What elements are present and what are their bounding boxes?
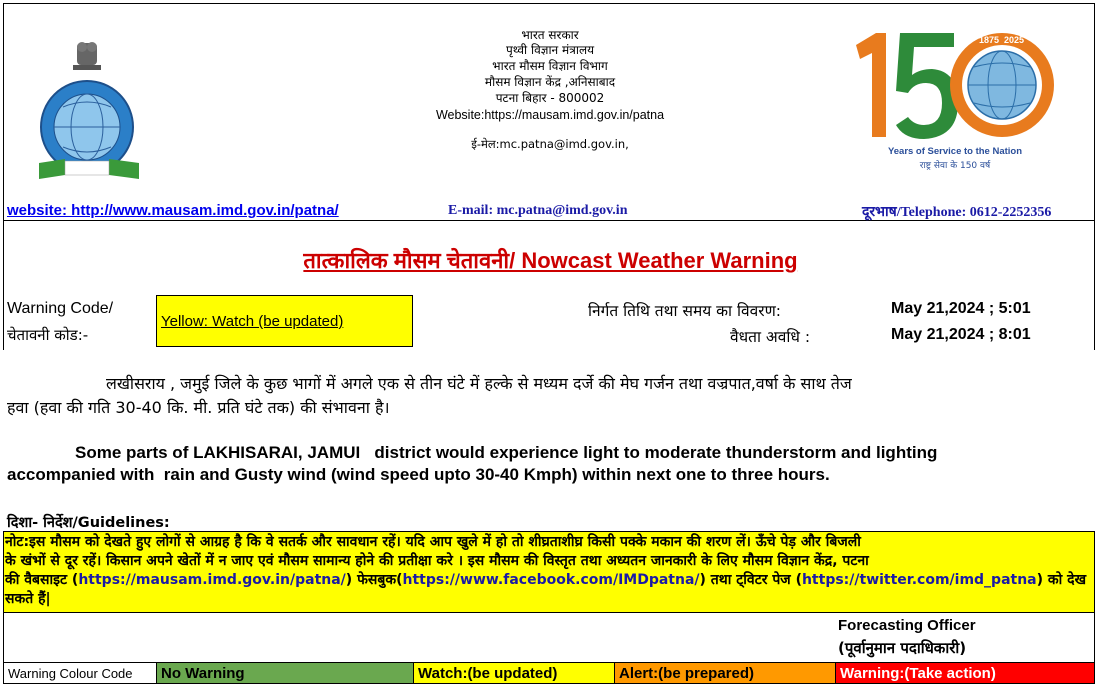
imd-emblem-icon — [35, 35, 155, 185]
guideline-line-3-post: ) को देख — [1036, 572, 1087, 588]
guideline-line-2: के खंभों से दूर रहें। किसान अपने खेतों में न जाए एवं मौसम सामान्य होने की प्रतीक्षा करे । इस मौसम की विस्तृत तथा अध्यतन जानकारी के लिए मौसम विज्ञान केंद्र, पटना — [5, 553, 869, 569]
twitter-url-link[interactable]: https://twitter.com/imd_patna — [801, 572, 1037, 588]
forecast-hindi-line-1: लखीसराय , जमुई जिले के कुछ भागों में अगले एक से तीन घंटे में हल्के से मध्यम दर्जे की मेघ गर्जन तथा वज्रपात,वर्षा के साथ तेज — [106, 374, 852, 393]
gov-website: Website:https://mausam.imd.gov.in/patna — [435, 108, 665, 122]
officer-title-en: Forecasting Officer — [838, 617, 976, 634]
legend-warning: Warning:(Take action) — [835, 662, 1095, 684]
guideline-line-3 — [5, 571, 1093, 590]
facebook-url-link[interactable]: https://www.facebook.com/IMDpatna/ — [402, 572, 700, 588]
legend-no-warning: No Warning — [156, 662, 414, 684]
phone-bar — [862, 202, 1051, 221]
legend-label: Warning Colour Code — [3, 662, 157, 684]
gov-line-5: पटना बिहार - 800002 — [495, 91, 605, 105]
forecast-hindi-line-2: हवा (हवा की गति 30-40 कि. मी. प्रति घंटे तक) की संभावना है। — [7, 398, 390, 417]
imd-150-logo — [850, 25, 1080, 175]
gov-line-3: भारत मौसम विज्ञान विभाग — [492, 59, 608, 73]
validity-value: May 21,2024 ; 8:01 — [891, 326, 1031, 343]
year-end: 2025 — [1004, 35, 1025, 45]
gov-line-4: मौसम विज्ञान केंद्र ,अनिसाबाद — [484, 75, 616, 89]
website-link[interactable]: website: http://www.mausam.imd.gov.in/patna/ — [7, 202, 339, 219]
issue-value: May 21,2024 ; 5:01 — [891, 300, 1031, 317]
forecast-english-line-1: Some parts of LAKHISARAI, JAMUI district would experience light to moderate thunderstorm and lighting — [75, 443, 938, 462]
website-url-link[interactable]: https://mausam.imd.gov.in/patna/ — [78, 572, 346, 588]
legend-alert: Alert:(be prepared) — [614, 662, 836, 684]
gov-email: ई-मेल:mc.patna@imd.gov.in, — [471, 137, 629, 151]
legend-watch: Watch:(be updated) — [413, 662, 615, 684]
email-bar: E-mail: mc.patna@imd.gov.in — [448, 203, 628, 218]
page-title: तात्कालिक मौसम चेतावनी/ Nowcast Weather Warning — [303, 248, 798, 273]
warning-code-label-en: Warning Code/ — [7, 300, 114, 317]
gov-line-1: भारत सरकार — [521, 28, 579, 42]
caption-en: Years of Service to the Nation — [887, 146, 1023, 157]
guidelines-heading: दिशा- निर्देश/Guidelines: — [7, 515, 170, 531]
guidelines-text — [5, 533, 1093, 609]
year-start: 1875 — [979, 35, 1000, 45]
phone-hi: दूरभाष — [862, 204, 897, 220]
guideline-line-4: सकते हैं| — [5, 591, 51, 607]
warning-code-value: Yellow: Watch (be updated) — [161, 313, 344, 330]
phone-en: /Telephone: 0612-2252356 — [896, 205, 1052, 220]
caption-hi: राष्ट्र सेवा के 150 वर्ष — [919, 161, 991, 171]
guideline-line-1: नोट:इस मौसम को देखते हुए लोगों से आग्रह है कि वे सतर्क और सावधान रहें। यदि आप खुले में हो तो शीघ्रताशीघ्र किसी पक्के मकान की शरण लें। ऊँचे पेड़ और बिजली — [5, 534, 861, 550]
issue-label: निर्गत तिथि तथा समय का विवरण: — [588, 302, 782, 320]
forecast-english-line-2: accompanied with rain and Gusty wind (wind speed upto 30-40 Kmph) within next one to three hours. — [7, 465, 830, 484]
guideline-line-3-pre: की वैबसाइट ( — [5, 572, 79, 588]
officer-title-hi: (पूर्वानुमान पदाधिकारी) — [838, 639, 967, 657]
imd-logo — [35, 35, 155, 185]
guideline-line-3-mid1: ) फेसबुक( — [345, 572, 403, 588]
guideline-line-3-mid2: ) तथा ट्विटर पेज ( — [699, 572, 802, 588]
warning-code-label-hi: चेतावनी कोड:- — [7, 326, 89, 344]
gov-line-2: पृथ्वी विज्ञान मंत्रालय — [505, 43, 595, 57]
validity-label: वैधता अवधि : — [730, 328, 811, 346]
warning-code-box — [156, 295, 413, 347]
